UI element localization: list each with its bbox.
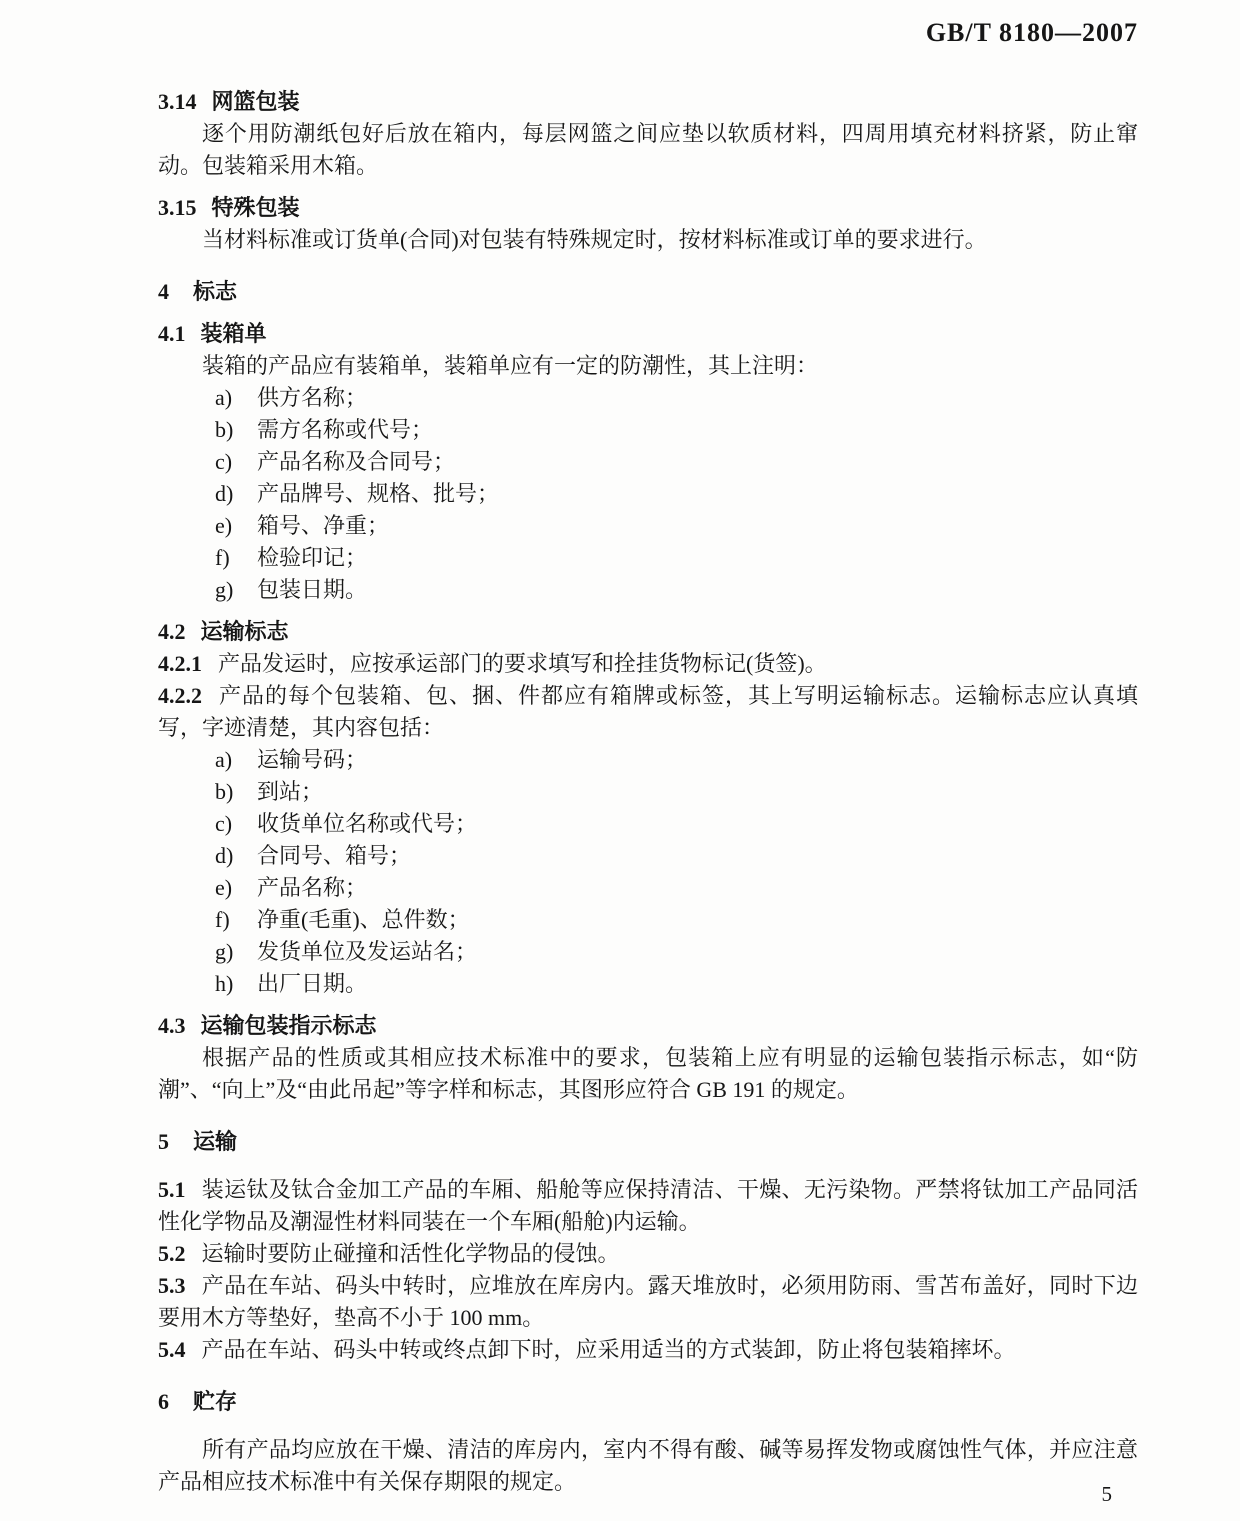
clause-number: 4.2.2 [158,683,202,708]
list-item-text: 需方名称或代号； [257,417,434,442]
chapter-heading-4 [158,276,1138,308]
heading-3-15 [158,192,1138,224]
heading-title: 网篮包装 [211,89,300,114]
paragraph-3-14: 逐个用防潮纸包好后放在箱内，每层网篮之间应垫以软质材料，四周用填充材料挤紧，防止窜动。包装箱采用木箱。 [158,121,1138,178]
list-item-label: h) [215,971,234,996]
list-item-label: d) [215,481,234,506]
list-item-text: 产品名称及合同号； [257,449,456,474]
list-item-label: b) [215,779,234,804]
clause-text: 产品在车站、码头中转或终点卸下时，应采用适当的方式装卸，防止将包装箱摔坏。 [201,1337,1016,1362]
clause-number: 5.1 [158,1177,186,1202]
list-item [215,542,1138,574]
list-item-text: 运输号码； [257,747,368,772]
heading-number: 4.1 [158,321,186,346]
chapter-number: 5 [158,1129,169,1154]
list-item-text: 发货单位及发运站名； [257,939,478,964]
clause-text: 运输时要防止碰撞和活性化学物品的侵蚀。 [201,1241,620,1266]
list-item-label: e) [215,513,233,538]
clause-4-2-2 [158,680,1138,744]
clause-5-4 [158,1334,1138,1366]
clause-4-2-1 [158,648,1138,680]
list-item-label: f) [215,545,230,570]
list-item-label: a) [215,747,233,772]
list-item [215,840,1138,872]
list-item-text: 出厂日期。 [257,971,368,996]
list-item-label: e) [215,875,233,900]
list-item-label: b) [215,417,234,442]
clause-number: 4.2.1 [158,651,202,676]
list-item-label: g) [215,939,234,964]
list-item-text: 合同号、箱号； [257,843,412,868]
chapter-title: 贮存 [193,1389,238,1414]
list-item-text: 包装日期。 [257,577,368,602]
list-item [215,872,1138,904]
list-item-label: c) [215,449,233,474]
list-item-text: 产品名称； [257,875,368,900]
list-item-label: g) [215,577,234,602]
list-item-label: c) [215,811,233,836]
heading-4-3 [158,1010,1138,1042]
list-item [215,776,1138,808]
clause-text: 产品的每个包装箱、包、捆、件都应有箱牌或标签，其上写明运输标志。运输标志应认真填写，字迹清楚，其内容包括： [158,683,1138,740]
packing-list-items [158,382,1138,606]
list-item [215,744,1138,776]
list-item [215,446,1138,478]
list-item-text: 收货单位名称或代号； [257,811,478,836]
list-item [215,382,1138,414]
paragraph-6: 所有产品均应放在干燥、清洁的库房内，室内不得有酸、碱等易挥发物或腐蚀性气体，并应注意产品相应技术标准中有关保存期限的规定。 [158,1437,1138,1494]
chapter-heading-5 [158,1126,1138,1158]
list-item-text: 到站； [257,779,324,804]
page-number: 5 [1101,1482,1112,1506]
list-item [215,414,1138,446]
clause-number: 5.2 [158,1241,186,1266]
clause-5-2 [158,1238,1138,1270]
list-item-label: a) [215,385,233,410]
list-item [215,478,1138,510]
list-item [215,904,1138,936]
heading-title: 装箱单 [200,321,267,346]
heading-3-14 [158,86,1138,118]
chapter-title: 运输 [193,1129,238,1154]
heading-title: 特殊包装 [211,195,300,220]
list-item [215,936,1138,968]
heading-number: 3.15 [158,195,197,220]
transport-mark-list-items [158,744,1138,1000]
standard-number-header: GB/T 8180—2007 [925,18,1138,47]
clause-text: 产品在车站、码头中转时，应堆放在库房内。露天堆放时，必须用防雨、雪苫布盖好，同时下边要用木方等垫好，垫高不小于 100 mm。 [158,1273,1138,1330]
paragraph-4-3: 根据产品的性质或其相应技术标准中的要求，包装箱上应有明显的运输包装指示标志，如“防潮”、“向上”及“由此吊起”等字样和标志，其图形应符合 GB 191 的规定。 [158,1045,1138,1102]
list-item-text: 供方名称； [257,385,368,410]
heading-number: 3.14 [158,89,197,114]
paragraph-3-15: 当材料标准或订货单(合同)对包装有特殊规定时，按材料标准或订单的要求进行。 [202,227,987,252]
list-item-text: 产品牌号、规格、批号； [257,481,500,506]
chapter-number: 6 [158,1389,169,1414]
chapter-heading-6 [158,1386,1138,1418]
heading-number: 4.2 [158,619,186,644]
list-item-label: f) [215,907,230,932]
list-item-label: d) [215,843,234,868]
paragraph-4-1: 装箱的产品应有装箱单，装箱单应有一定的防潮性，其上注明： [202,353,819,378]
chapter-number: 4 [158,279,169,304]
heading-4-1 [158,318,1138,350]
list-item-text: 箱号、净重； [257,513,390,538]
clause-5-1 [158,1174,1138,1238]
heading-number: 4.3 [158,1013,186,1038]
clause-number: 5.3 [158,1273,186,1298]
heading-title: 运输标志 [200,619,289,644]
list-item [215,968,1138,1000]
clause-text: 产品发运时，应按承运部门的要求填写和拴挂货物标记(货签)。 [218,651,827,676]
document-content [158,86,1138,1498]
heading-title: 运输包装指示标志 [200,1013,377,1038]
list-item [215,808,1138,840]
list-item [215,510,1138,542]
list-item-text: 检验印记； [257,545,368,570]
list-item-text: 净重(毛重)、总件数； [257,907,470,932]
clause-number: 5.4 [158,1337,186,1362]
list-item [215,574,1138,606]
clause-5-3 [158,1270,1138,1334]
clause-text: 装运钛及钛合金加工产品的车厢、船舱等应保持清洁、干燥、无污染物。严禁将钛加工产品同活性化学物品及潮湿性材料同装在一个车厢(船舱)内运输。 [158,1177,1138,1234]
heading-4-2 [158,616,1138,648]
chapter-title: 标志 [193,279,238,304]
